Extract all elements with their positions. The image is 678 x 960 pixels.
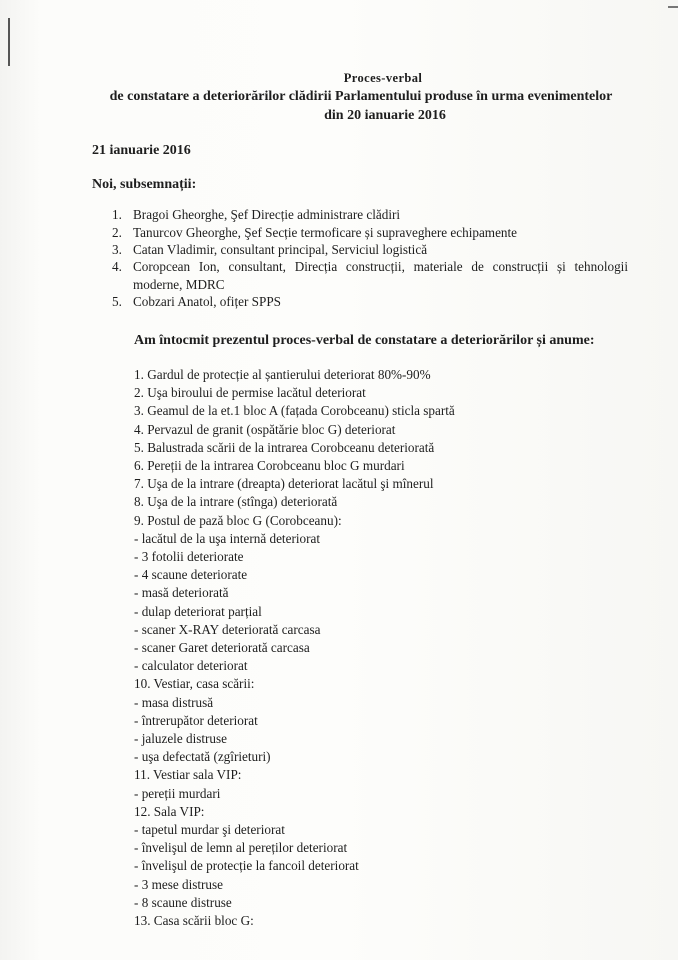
damage-item: - întrerupător deteriorat: [134, 712, 258, 728]
damage-item: 8. Uşa de la intrare (stînga) deteriorată: [134, 494, 338, 510]
scan-corner-mark: [668, 6, 678, 8]
damage-item: - lacătul de la uşa internă deteriorat: [134, 530, 320, 546]
damage-item: 13. Casa scării bloc G:: [134, 913, 254, 929]
document-subtitle-line1: de constatare a deteriorărilor clădirii Parlamentului produse în urma evenimentelor: [109, 89, 613, 104]
signatory-text: Tanurcov Gheorghe, Şef Secție termoficare și supraveghere echipamente: [133, 225, 518, 240]
damage-item: 2. Uşa biroului de permise lacătul deteriorat: [134, 385, 366, 401]
damage-item: - 3 fotolii deteriorate: [134, 549, 244, 565]
signatory-number: 3.: [112, 242, 122, 257]
damage-item: - tapetul murdar şi deteriorat: [134, 822, 285, 838]
damage-item: - masa distrusă: [134, 694, 214, 710]
damage-item: 11. Vestiar sala VIP:: [134, 767, 242, 783]
damage-item: - învelişul de lemn al pereților deteriorat: [134, 840, 348, 856]
damage-item: - masă deteriorată: [134, 585, 229, 601]
document-subtitle-line2: din 20 ianuarie 2016: [324, 108, 446, 123]
damage-list-heading: Am întocmit prezentul proces-verbal de constatare a deteriorărilor și anume:: [134, 333, 595, 348]
damage-item: 1. Gardul de protecție al șantierului deteriorat 80%-90%: [134, 367, 431, 382]
damage-item: - pereții murdari: [134, 785, 221, 801]
document-date: 21 ianuarie 2016: [92, 143, 191, 158]
signatory-text: Cobzari Anatol, ofițer SPPS: [133, 294, 281, 309]
damage-item: 5. Balustrada scării de la intrarea Corobceanu deteriorată: [134, 439, 435, 455]
damage-item: - dulap deteriorat parțial: [134, 603, 262, 619]
damage-item: - scaner Garet deteriorată carcasa: [134, 640, 310, 656]
damage-item: - 3 mese distruse: [134, 876, 223, 892]
damage-item: 12. Sala VIP:: [134, 803, 205, 819]
damage-item: 7. Uşa de la intrare (dreapta) deteriorat lacătul şi mînerul: [134, 476, 434, 492]
signatories-heading: Noi, subsemnații:: [92, 177, 197, 192]
signatory-text: Catan Vladimir, consultant principal, Serviciul logistică: [133, 242, 428, 257]
damage-item: - 8 scaune distruse: [134, 894, 232, 910]
damage-list: [134, 366, 455, 930]
damage-item: 10. Vestiar, casa scării:: [134, 676, 255, 692]
damage-item: 4. Pervazul de granit (ospătărie bloc G) deteriorat: [134, 421, 396, 437]
signatory-number: 5.: [112, 294, 122, 309]
damage-item: 3. Geamul de la et.1 bloc A (fațada Corobceanu) sticla spartă: [134, 403, 455, 419]
damage-item: - jaluzele distruse: [134, 731, 228, 747]
damage-item: - scaner X-RAY deteriorată carcasa: [134, 621, 321, 637]
damage-item: 9. Postul de pază bloc G (Corobceanu):: [134, 512, 342, 528]
document-title: Proces-verbal: [343, 71, 423, 85]
damage-item: 6. Pereții de la intrarea Corobceanu bloc G murdari: [134, 458, 405, 474]
damage-item: - 4 scaune deteriorate: [134, 567, 248, 583]
signatory-number: 4.: [112, 259, 122, 274]
damage-item: - uşa defectată (zgîrieturi): [134, 749, 271, 765]
signatory-number: 2.: [112, 225, 122, 240]
signatory-text: Bragoi Gheorghe, Şef Direcție administrare clădiri: [133, 207, 401, 222]
signatory-text: Coropcean Ion, consultant, Direcția construcții, materiale de construcții și tehnologii moderne, MDRC: [133, 259, 628, 292]
damage-item: - calculator deteriorat: [134, 658, 248, 674]
scan-margin-mark: [8, 18, 10, 66]
signatory-number: 1.: [112, 207, 122, 222]
damage-item: - învelişul de protecție la fancoil deteriorat: [134, 858, 359, 874]
